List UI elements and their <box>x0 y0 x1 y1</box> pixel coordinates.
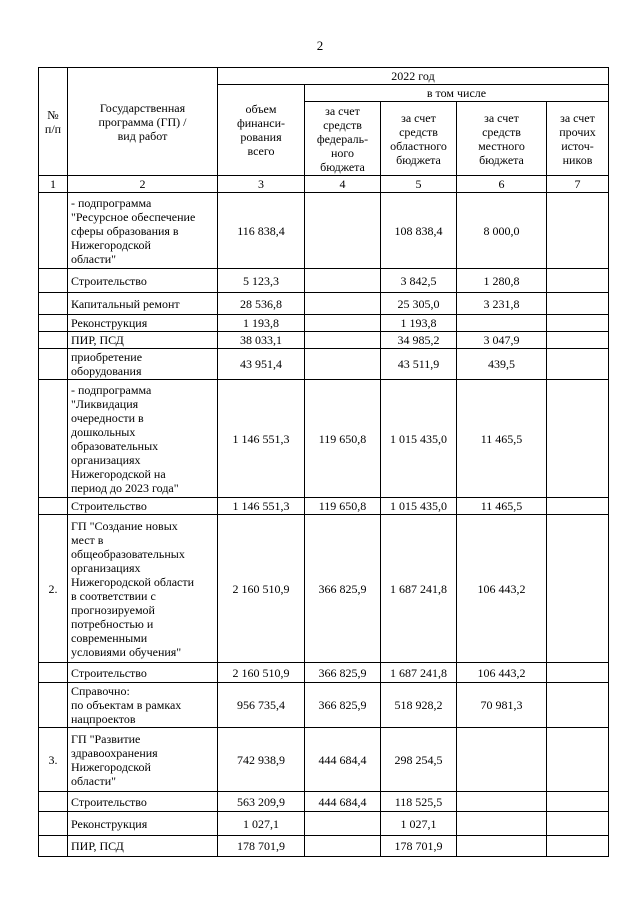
table-row <box>39 663 609 683</box>
cell-regional: 43 511,9 <box>381 349 457 380</box>
cell-federal <box>305 293 381 315</box>
cell-regional: 1 687 241,8 <box>381 515 457 663</box>
cell-name: Капитальный ремонт <box>68 293 218 315</box>
column-number: 3 <box>218 176 305 193</box>
cell-name: Строительство <box>68 498 218 515</box>
cell-regional: 1 027,1 <box>381 812 457 836</box>
table-row <box>39 293 609 315</box>
cell-federal: 119 650,8 <box>305 498 381 515</box>
cell-federal <box>305 812 381 836</box>
cell-total: 956 735,4 <box>218 683 305 728</box>
cell-local: 3 231,8 <box>457 293 547 315</box>
cell-total: 1 193,8 <box>218 315 305 332</box>
cell-total: 43 951,4 <box>218 349 305 380</box>
cell-local: 11 465,5 <box>457 380 547 498</box>
cell-local: 106 443,2 <box>457 663 547 683</box>
cell-other <box>547 332 609 349</box>
cell-num: 3. <box>39 728 68 792</box>
cell-other <box>547 293 609 315</box>
header-other: за счет прочих источ- ников <box>547 102 609 176</box>
cell-regional: 108 838,4 <box>381 193 457 269</box>
cell-num <box>39 836 68 857</box>
cell-num <box>39 380 68 498</box>
financing-table <box>38 67 609 857</box>
column-number: 4 <box>305 176 381 193</box>
table-row <box>39 812 609 836</box>
cell-name: - подпрограмма "Ресурсное обеспечение сферы образования в Нижегородской области" <box>68 193 218 269</box>
table-row <box>39 315 609 332</box>
header-total: объем финанси- рования всего <box>218 85 305 176</box>
cell-num <box>39 792 68 812</box>
cell-total: 2 160 510,9 <box>218 515 305 663</box>
cell-num <box>39 683 68 728</box>
cell-name: Реконструкция <box>68 315 218 332</box>
cell-federal: 366 825,9 <box>305 683 381 728</box>
cell-other <box>547 193 609 269</box>
cell-federal: 119 650,8 <box>305 380 381 498</box>
table-row <box>39 380 609 498</box>
header-program: Государственная программа (ГП) / вид работ <box>68 68 218 176</box>
cell-total: 1 146 551,3 <box>218 498 305 515</box>
cell-regional: 3 842,5 <box>381 269 457 293</box>
column-number: 5 <box>381 176 457 193</box>
column-number: 6 <box>457 176 547 193</box>
cell-name: ГП "Создание новых мест в общеобразовательных организациях Нижегородской области в соответствии с прогнозируемой потребностью и современными условиями обучения" <box>68 515 218 663</box>
cell-local: 11 465,5 <box>457 498 547 515</box>
cell-num <box>39 269 68 293</box>
cell-federal <box>305 315 381 332</box>
table-row <box>39 349 609 380</box>
cell-regional: 118 525,5 <box>381 792 457 812</box>
cell-regional: 1 015 435,0 <box>381 498 457 515</box>
table-row <box>39 193 609 269</box>
cell-federal: 366 825,9 <box>305 663 381 683</box>
cell-federal: 366 825,9 <box>305 515 381 663</box>
header-regional: за счет средств областного бюджета <box>381 102 457 176</box>
cell-regional: 34 985,2 <box>381 332 457 349</box>
cell-regional: 298 254,5 <box>381 728 457 792</box>
cell-regional: 178 701,9 <box>381 836 457 857</box>
cell-regional: 1 193,8 <box>381 315 457 332</box>
cell-local: 70 981,3 <box>457 683 547 728</box>
cell-name: приобретение оборудования <box>68 349 218 380</box>
cell-num <box>39 349 68 380</box>
table-row <box>39 792 609 812</box>
cell-local <box>457 812 547 836</box>
page-number: 2 <box>316 38 324 53</box>
cell-local: 3 047,9 <box>457 332 547 349</box>
cell-local: 1 280,8 <box>457 269 547 293</box>
cell-total: 2 160 510,9 <box>218 663 305 683</box>
cell-total: 563 209,9 <box>218 792 305 812</box>
cell-name: ПИР, ПСД <box>68 332 218 349</box>
cell-num <box>39 293 68 315</box>
header-local: за счет средств местного бюджета <box>457 102 547 176</box>
cell-num <box>39 193 68 269</box>
cell-other <box>547 315 609 332</box>
cell-num <box>39 663 68 683</box>
cell-total: 1 027,1 <box>218 812 305 836</box>
cell-total: 28 536,8 <box>218 293 305 315</box>
cell-federal: 444 684,4 <box>305 728 381 792</box>
column-number: 7 <box>547 176 609 193</box>
cell-other <box>547 349 609 380</box>
cell-federal: 444 684,4 <box>305 792 381 812</box>
cell-other <box>547 269 609 293</box>
cell-name: ПИР, ПСД <box>68 836 218 857</box>
cell-local: 106 443,2 <box>457 515 547 663</box>
cell-other <box>547 380 609 498</box>
cell-local <box>457 315 547 332</box>
cell-local <box>457 728 547 792</box>
cell-other <box>547 792 609 812</box>
cell-num <box>39 332 68 349</box>
column-numbers-row <box>39 176 609 193</box>
header-federal: за счет средств федераль- ного бюджета <box>305 102 381 176</box>
cell-name: Строительство <box>68 269 218 293</box>
cell-total: 38 033,1 <box>218 332 305 349</box>
table-row <box>39 683 609 728</box>
header-including: в том числе <box>305 85 609 102</box>
cell-other <box>547 812 609 836</box>
cell-total: 742 938,9 <box>218 728 305 792</box>
cell-other <box>547 663 609 683</box>
table-row <box>39 269 609 293</box>
cell-name: - подпрограмма "Ликвидация очередности в дошкольных образовательных организациях Нижегородской на период до 2023 года" <box>68 380 218 498</box>
cell-other <box>547 683 609 728</box>
cell-num <box>39 498 68 515</box>
cell-local: 8 000,0 <box>457 193 547 269</box>
cell-other <box>547 498 609 515</box>
cell-regional: 1 015 435,0 <box>381 380 457 498</box>
cell-federal <box>305 332 381 349</box>
cell-regional: 1 687 241,8 <box>381 663 457 683</box>
cell-num <box>39 315 68 332</box>
cell-other <box>547 836 609 857</box>
cell-federal <box>305 193 381 269</box>
header-year: 2022 год <box>218 68 609 85</box>
cell-total: 5 123,3 <box>218 269 305 293</box>
table-row <box>39 498 609 515</box>
cell-local: 439,5 <box>457 349 547 380</box>
cell-name: Строительство <box>68 663 218 683</box>
table-row <box>39 515 609 663</box>
cell-name: Справочно: по объектам в рамках нацпроектов <box>68 683 218 728</box>
cell-federal <box>305 349 381 380</box>
cell-local <box>457 836 547 857</box>
table-row <box>39 728 609 792</box>
cell-federal <box>305 836 381 857</box>
cell-federal <box>305 269 381 293</box>
cell-total: 178 701,9 <box>218 836 305 857</box>
cell-other <box>547 515 609 663</box>
cell-name: Реконструкция <box>68 812 218 836</box>
cell-local <box>457 792 547 812</box>
cell-name: ГП "Развитие здравоохранения Нижегородской области" <box>68 728 218 792</box>
cell-total: 1 146 551,3 <box>218 380 305 498</box>
cell-total: 116 838,4 <box>218 193 305 269</box>
cell-name: Строительство <box>68 792 218 812</box>
cell-other <box>547 728 609 792</box>
cell-num <box>39 812 68 836</box>
column-number: 1 <box>39 176 68 193</box>
column-number: 2 <box>68 176 218 193</box>
cell-regional: 518 928,2 <box>381 683 457 728</box>
cell-regional: 25 305,0 <box>381 293 457 315</box>
table-row <box>39 836 609 857</box>
cell-num: 2. <box>39 515 68 663</box>
table-row <box>39 332 609 349</box>
header-num: № п/п <box>39 68 68 176</box>
